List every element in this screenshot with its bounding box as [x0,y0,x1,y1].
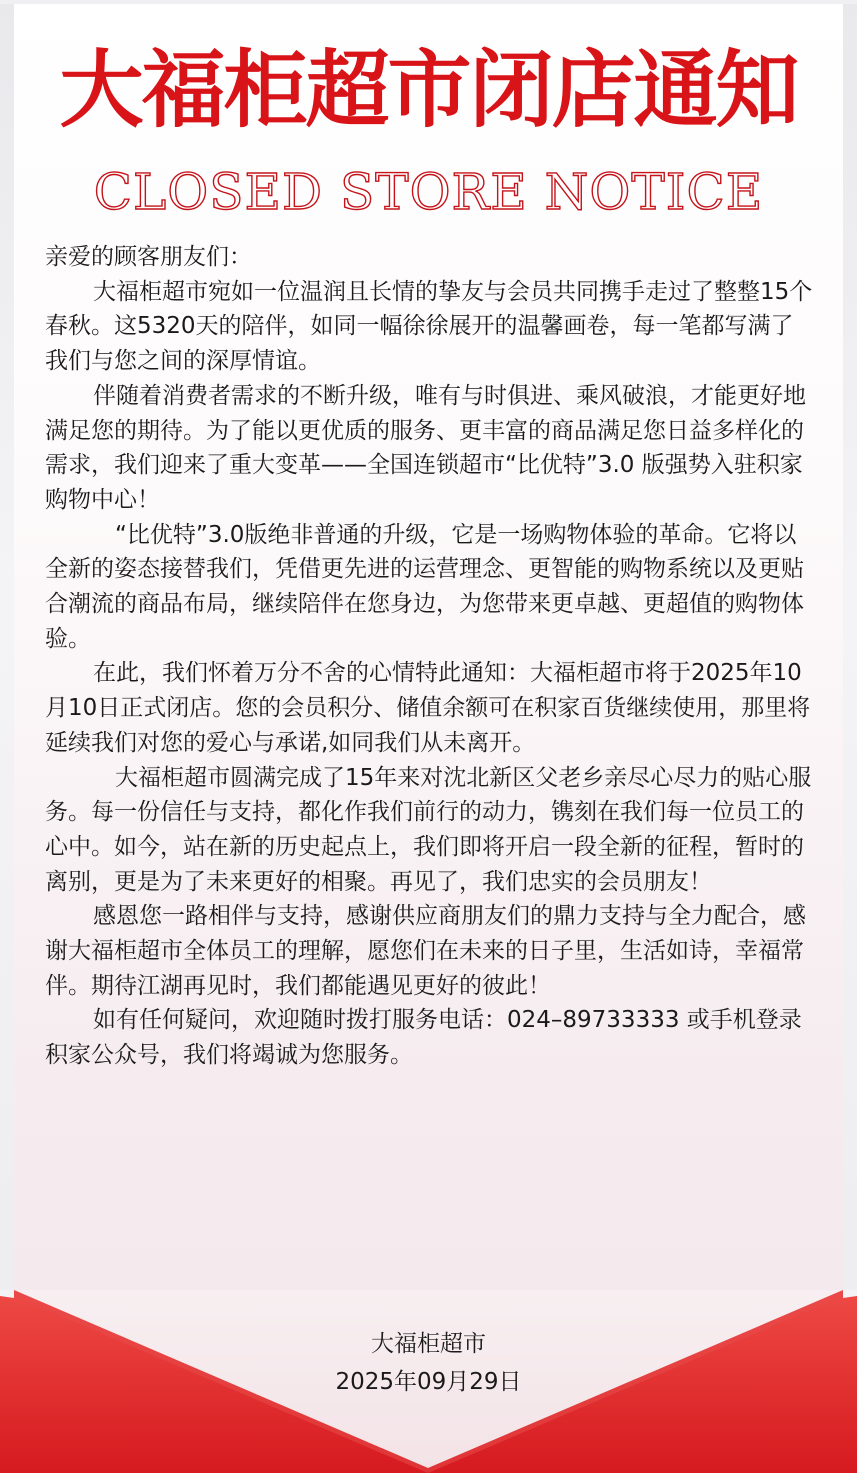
paragraph-anniversary: 大福柜超市宛如一位温润且长情的挚友与会员共同携手走过了整整15个春秋。这5320天的陪伴，如同一幅徐徐展开的温馨画卷，每一笔都写满了我们与您之间的深厚情谊。 [45,278,813,375]
paragraph-thanks-community: 大福柜超市圆满完成了15年来对沈北新区父老乡亲尽心尽力的贴心服务。每一份信任与支持，都化作我们前行的动力，镌刻在我们每一位员工的心中。如今，站在新的历史起点上，我们即将开启一段全新的征程，暂时的离别，更是为了未来更好的相聚。再见了，我们忠实的会员朋友！ [45,764,812,895]
paragraph-upgrade: 伴随着消费者需求的不断升级，唯有与时俱进、乘风破浪，才能更好地满足您的期待。为了能以更优质的服务、更丰富的商品满足您日益多样化的需求，我们迎来了重大变革——全国连锁超市“比优特”3.0 版强势入驻积家购物中心！ [45,382,806,513]
paragraph-gratitude: 感恩您一路相伴与支持，感谢供应商朋友们的鼎力支持与全力配合，感谢大福柜超市全体员工的理解，愿您们在未来的日子里，生活如诗，幸福常伴。期待江湖再见时，我们都能遇见更好的彼此！ [45,903,806,999]
signature-store-name: 大福柜超市 [371,1331,486,1357]
top-edge [0,0,857,4]
greeting-line: 亲爱的顾客朋友们： [45,244,252,270]
notice-title-chinese: 大福柜超市闭店通知 [59,41,798,139]
notice-body [45,240,815,1073]
paragraph-contact: 如有任何疑问，欢迎随时拨打服务电话：024–89733333 或手机登录积家公众号，我们将竭诚为您服务。 [45,1007,802,1069]
paragraph-closing-date: 在此，我们怀着万分不舍的心情特此通知：大福柜超市将于2025年10月10日正式闭店。您的会员积分、储值余额可在积家百货继续使用，那里将延续我们对您的爱心与承诺,如同我们从未离开。 [45,660,811,756]
signature-date: 2025年09月29日 [335,1369,522,1395]
notice-title-english: CLOSED STORE NOTICE [93,163,764,221]
signature-block [0,1325,857,1401]
paragraph-biyoute: “比优特”3.0版绝非普通的升级，它是一场购物体验的革命。它将以全新的姿态接替我们，凭借更先进的运营理念、更智能的购物系统以及更贴合潮流的商品布局，继续陪伴在您身边，为您带来更卓越、更超值的购物体验。 [45,521,804,652]
